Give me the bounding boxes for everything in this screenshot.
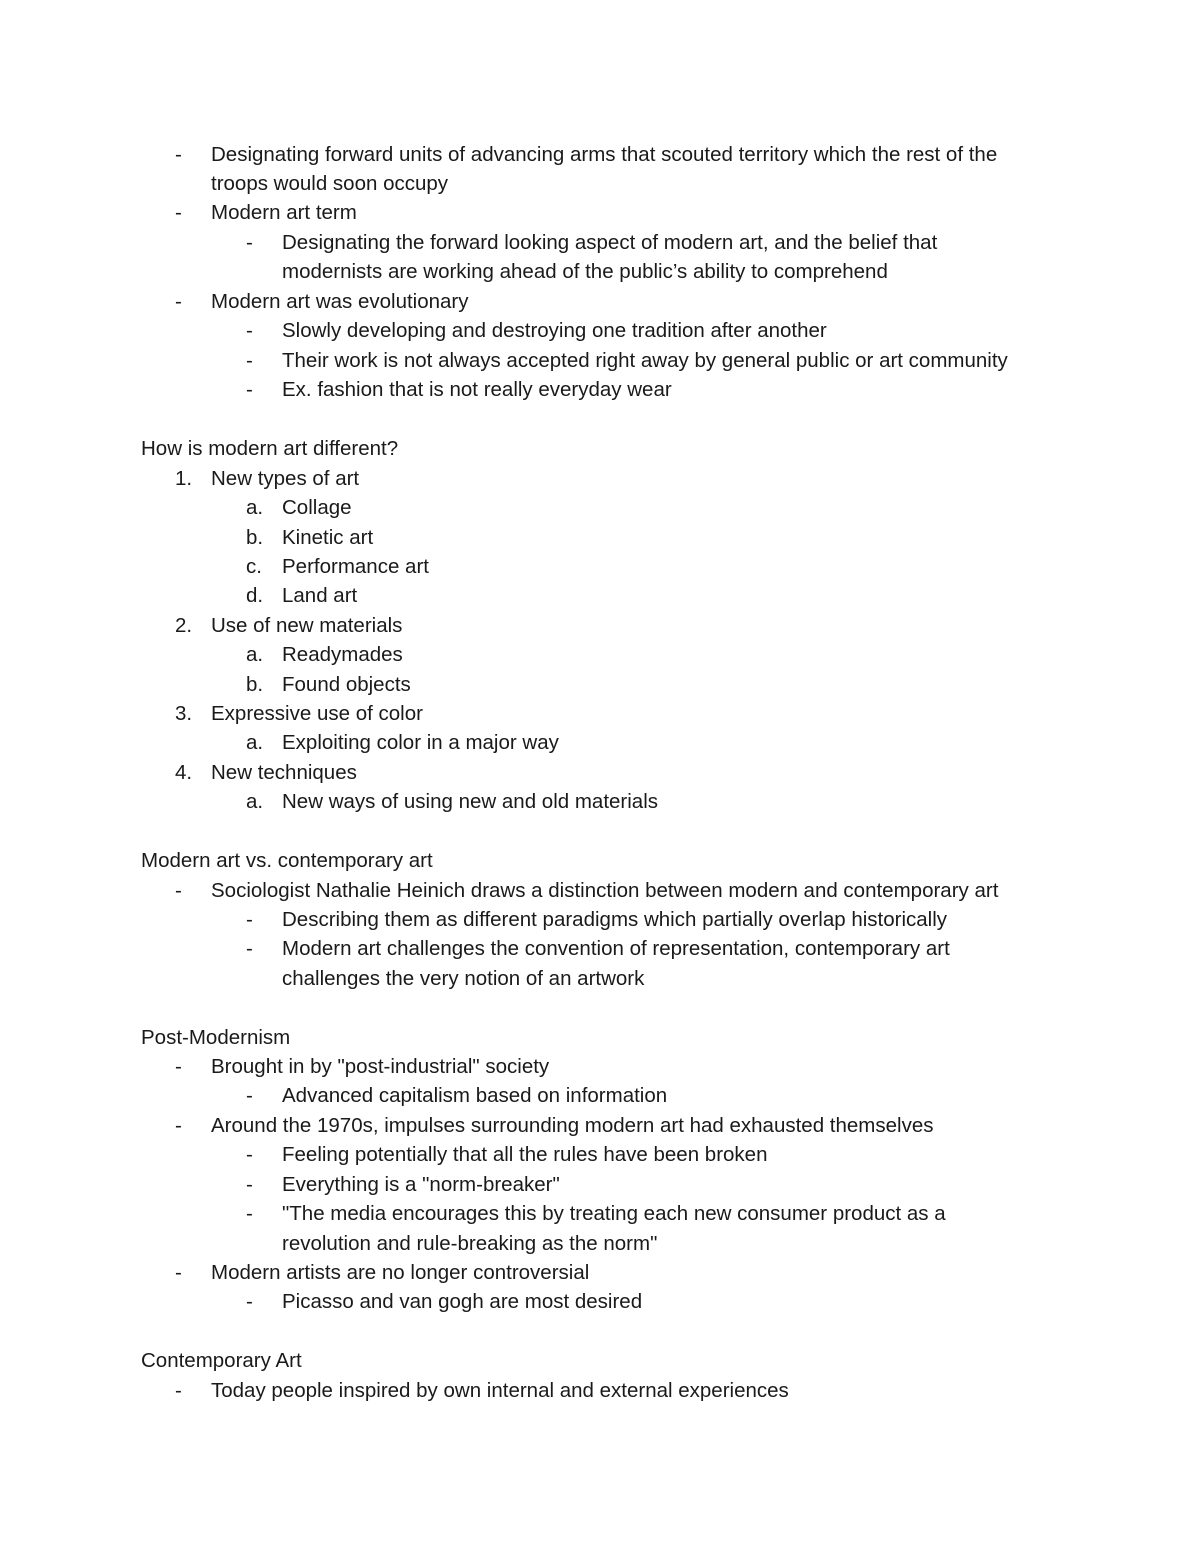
bullet-marker: - (175, 1379, 182, 1402)
numbered-item-text: Use of new materials (211, 614, 403, 637)
lettered-item-text: Land art (282, 584, 358, 607)
sub-bullet-text: Everything is a "norm-breaker" (282, 1173, 560, 1196)
bullet-text: Brought in by "post-industrial" society (211, 1055, 550, 1078)
section-heading: Contemporary Art (141, 1349, 302, 1372)
sub-bullet-text: Describing them as different paradigms which partially overlap historically (282, 908, 948, 931)
sub-bullet-marker: - (246, 1202, 253, 1225)
lettered-item-text: Collage (282, 496, 352, 519)
numbered-marker: 3. (175, 702, 193, 725)
numbered-marker: 4. (175, 761, 193, 784)
lettered-item-text: Kinetic art (282, 526, 374, 549)
sub-bullet-text: Slowly developing and destroying one tradition after another (282, 319, 827, 342)
bullet-text: Today people inspired by own internal and external experiences (211, 1379, 789, 1402)
sub-bullet-marker: - (246, 378, 253, 401)
section-heading: Modern art vs. contemporary art (141, 849, 433, 872)
bullet-marker: - (175, 879, 182, 902)
lettered-marker: d. (246, 584, 264, 607)
bullet-marker: - (175, 290, 182, 313)
sub-bullet-text: Picasso and van gogh are most desired (282, 1290, 643, 1313)
bullet-marker: - (175, 143, 182, 166)
numbered-item-text: Expressive use of color (211, 702, 423, 725)
sub-bullet-text-continued: revolution and rule-breaking as the norm" (282, 1232, 658, 1255)
bullet-text: Designating forward units of advancing arms that scouted territory which the rest of the (211, 143, 998, 166)
lettered-item-text: New ways of using new and old materials (282, 790, 659, 813)
bullet-text: Modern art term (211, 201, 357, 224)
lettered-marker: b. (246, 673, 264, 696)
lettered-marker: a. (246, 731, 264, 754)
lettered-marker: a. (246, 790, 264, 813)
bullet-marker: - (175, 1114, 182, 1137)
bullet-text: Sociologist Nathalie Heinich draws a distinction between modern and contemporary art (211, 879, 999, 902)
sub-bullet-marker: - (246, 349, 253, 372)
lettered-item-text: Readymades (282, 643, 403, 666)
sub-bullet-marker: - (246, 1173, 253, 1196)
sub-bullet-text: Ex. fashion that is not really everyday wear (282, 378, 672, 401)
lettered-marker: a. (246, 643, 264, 666)
bullet-marker: - (175, 1261, 182, 1284)
sub-bullet-marker: - (246, 1290, 253, 1313)
lettered-item-text: Exploiting color in a major way (282, 731, 559, 754)
bullet-text: Around the 1970s, impulses surrounding modern art had exhausted themselves (211, 1114, 934, 1137)
sub-bullet-marker: - (246, 231, 253, 254)
bullet-marker: - (175, 1055, 182, 1078)
sub-bullet-text-continued: challenges the very notion of an artwork (282, 967, 645, 990)
bullet-text-continued: troops would soon occupy (211, 172, 449, 195)
lettered-marker: c. (246, 555, 262, 578)
lettered-marker: a. (246, 496, 264, 519)
sub-bullet-marker: - (246, 319, 253, 342)
sub-bullet-text: Their work is not always accepted right away by general public or art community (282, 349, 1008, 372)
numbered-marker: 1. (175, 467, 193, 490)
sub-bullet-marker: - (246, 937, 253, 960)
sub-bullet-text: Advanced capitalism based on information (282, 1084, 668, 1107)
sub-bullet-text: Designating the forward looking aspect of modern art, and the belief that (282, 231, 938, 254)
bullet-marker: - (175, 201, 182, 224)
bullet-text: Modern art was evolutionary (211, 290, 469, 313)
section-heading: How is modern art different? (141, 437, 399, 460)
lettered-item-text: Found objects (282, 673, 411, 696)
sub-bullet-text: Feeling potentially that all the rules have been broken (282, 1143, 768, 1166)
sub-bullet-marker: - (246, 1143, 253, 1166)
lettered-marker: b. (246, 526, 264, 549)
numbered-marker: 2. (175, 614, 193, 637)
numbered-item-text: New techniques (211, 761, 357, 784)
sub-bullet-text: "The media encourages this by treating each new consumer product as a (282, 1202, 946, 1225)
sub-bullet-marker: - (246, 908, 253, 931)
bullet-text: Modern artists are no longer controversial (211, 1261, 590, 1284)
numbered-item-text: New types of art (211, 467, 360, 490)
sub-bullet-marker: - (246, 1084, 253, 1107)
sub-bullet-text: Modern art challenges the convention of representation, contemporary art (282, 937, 950, 960)
sub-bullet-text-continued: modernists are working ahead of the public’s ability to comprehend (282, 260, 888, 283)
lettered-item-text: Performance art (282, 555, 429, 578)
section-heading: Post-Modernism (141, 1026, 291, 1049)
